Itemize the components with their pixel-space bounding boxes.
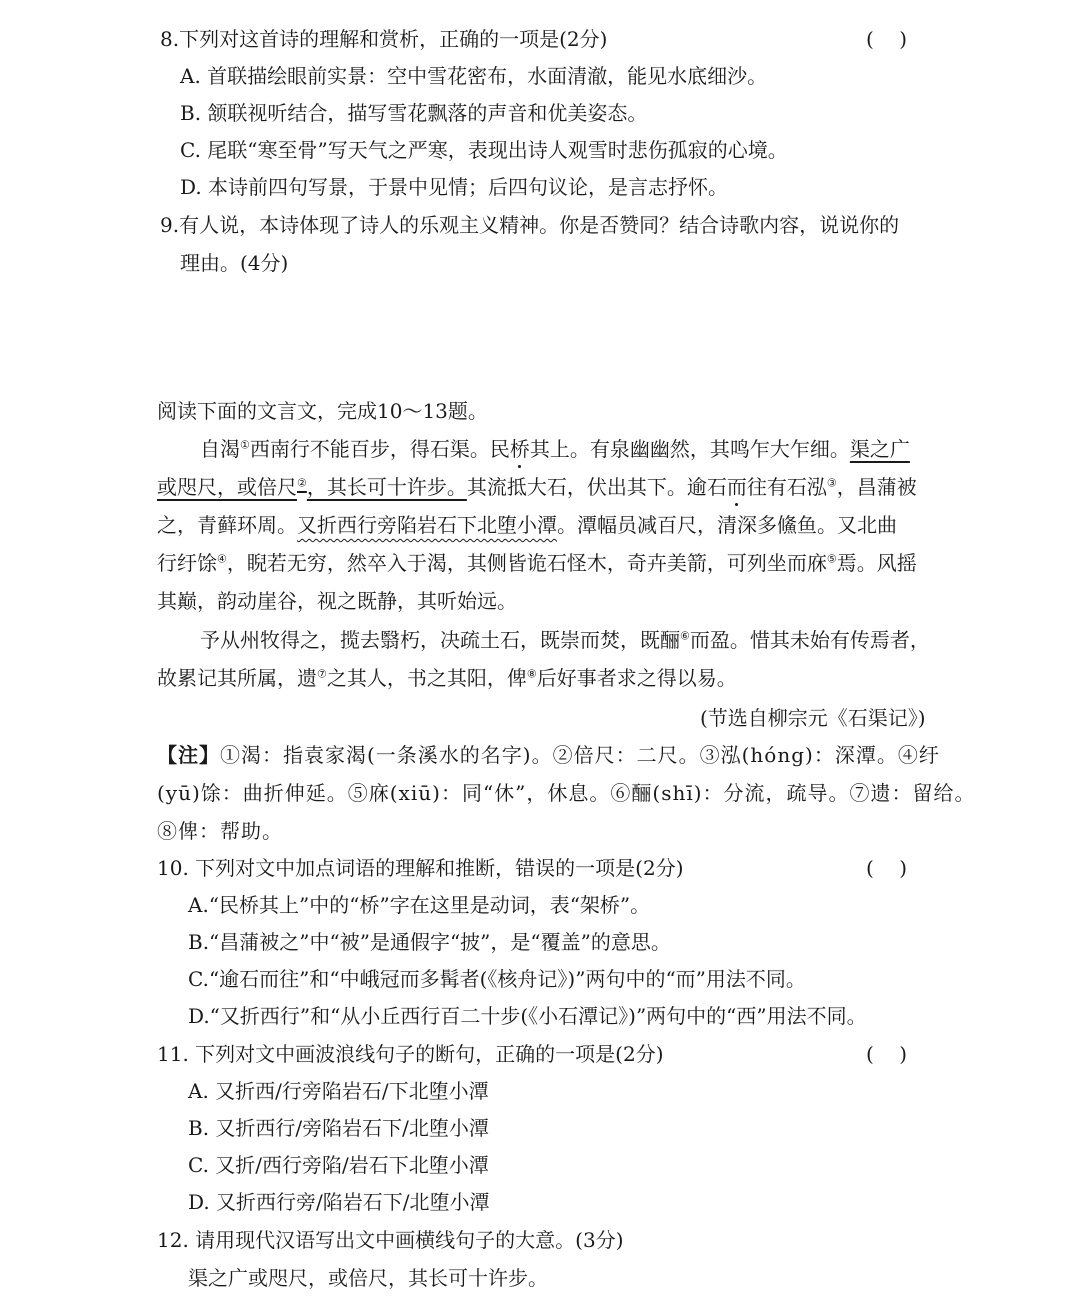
passage-p1-line5: 其巅，韵动崖谷，视之既静，其听始远。: [157, 589, 517, 613]
q12-sentence: 渠之广或咫尺，或倍尺，其长可十许步。: [188, 1266, 548, 1290]
passage-p1-line4: 行纡馀④，睨若无穷，然卒入于渴，其侧皆诡石怪木，奇卉美箭，可列坐而庥⑤焉。风摇: [157, 551, 917, 575]
passage-p2-line1: 予从州牧得之，揽去翳朽，决疏土石，既崇而焚，既酾⑥而盈。惜其未始有传焉者，: [200, 628, 930, 652]
passage-source: (节选自柳宗元《石渠记》): [700, 706, 926, 730]
q11-option-b: B. 又折西行/旁陷岩石下/北堕小潭: [188, 1116, 489, 1140]
q9-stem-line2: 理由。(4分): [180, 251, 289, 275]
underlined-sentence: 或咫尺，或倍尺: [157, 475, 297, 499]
passage-p1-line3: 之，青藓环周。又折西行旁陷岩石下北堕小潭。潭幅员减百尺，清深多鯈鱼。又北曲: [157, 513, 897, 537]
q9-stem-line1: 9.有人说，本诗体现了诗人的乐观主义精神。你是否赞同？结合诗歌内容，说说你的: [160, 213, 900, 237]
q8-answer-paren: ( ): [866, 27, 908, 51]
passage-p1-line2: 或咫尺，或倍尺②，其长可十许步。其流抵大石，伏出其下。逾石而往有石泓③，昌蒲被: [157, 475, 917, 499]
q8-option-c: C. 尾联“寒至骨”写天气之严寒，表现出诗人观雪时悲伤孤寂的心境。: [180, 138, 788, 162]
notes-line1: 【注】①渴：指袁家渴(一条溪水的名字)。②倍尺：二尺。③泓(hóng)：深潭。④纡: [157, 743, 940, 767]
q11-option-a: A. 又折西/行旁陷岩石/下北堕小潭: [188, 1079, 489, 1103]
wavy-underlined-sentence: 又折西行旁陷岩石下北堕小潭: [297, 513, 557, 537]
notes-line3: ⑧俾：帮助。: [157, 819, 283, 843]
q8-option-a: A. 首联描绘眼前实景：空中雪花密布，水面清澈，能见水底细沙。: [180, 64, 768, 88]
dotted-word-er: 而: [726, 475, 747, 499]
q12-stem: 12. 请用现代汉语写出文中画横线句子的大意。(3分): [157, 1228, 624, 1252]
q8-option-d: D. 本诗前四句写景，于景中见情；后四句议论，是言志抒怀。: [180, 175, 729, 199]
q8-option-b: B. 颔联视听结合，描写雪花飘落的声音和优美姿态。: [180, 101, 648, 125]
passage-intro: 阅读下面的文言文，完成10～13题。: [157, 399, 488, 423]
q11-option-d: D. 又折西行旁/陷岩石下/北堕小潭: [188, 1190, 490, 1214]
q10-option-b: B.“昌蒲被之”中“被”是通假字“披”，是“覆盖”的意思。: [188, 930, 671, 954]
notes-line2: (yū)馀：曲折伸延。⑤庥(xiū)：同“休”，休息。⑥酾(shī)：分流，疏导。⑦遗：留给。: [157, 781, 976, 805]
q11-answer-paren: ( ): [866, 1042, 908, 1066]
passage-p1-line1: 自渴①西南行不能百步，得石渠。民桥其上。有泉幽幽然，其鸣乍大乍细。渠之广: [200, 437, 910, 461]
notes-label: 【注】: [157, 743, 220, 767]
q11-stem: 11. 下列对文中画波浪线句子的断句，正确的一项是(2分): [157, 1042, 664, 1066]
q10-option-d: D.“又折西行”和“从小丘西行百二十步(《小石潭记》)”两句中的“西”用法不同。: [188, 1004, 867, 1028]
dotted-word-qiao: 桥: [509, 437, 530, 461]
q8-stem: 8.下列对这首诗的理解和赏析，正确的一项是(2分): [160, 27, 608, 51]
q10-option-c: C.“逾石而往”和“中峨冠而多髯者(《核舟记》)”两句中的“而”用法不同。: [188, 967, 806, 991]
q10-stem: 10. 下列对文中加点词语的理解和推断，错误的一项是(2分): [157, 856, 684, 880]
passage-p2-line2: 故累记其所属，遗⑦之其人，书之其阳，俾⑧后好事者求之得以易。: [157, 666, 737, 690]
q10-answer-paren: ( ): [866, 856, 908, 880]
q11-option-c: C. 又折/西行旁陷/岩石下北堕小潭: [188, 1153, 489, 1177]
underlined-sentence-start: 渠之广: [849, 437, 910, 461]
q10-option-a: A.“民桥其上”中的“桥”字在这里是动词，表“架桥”。: [188, 893, 651, 917]
